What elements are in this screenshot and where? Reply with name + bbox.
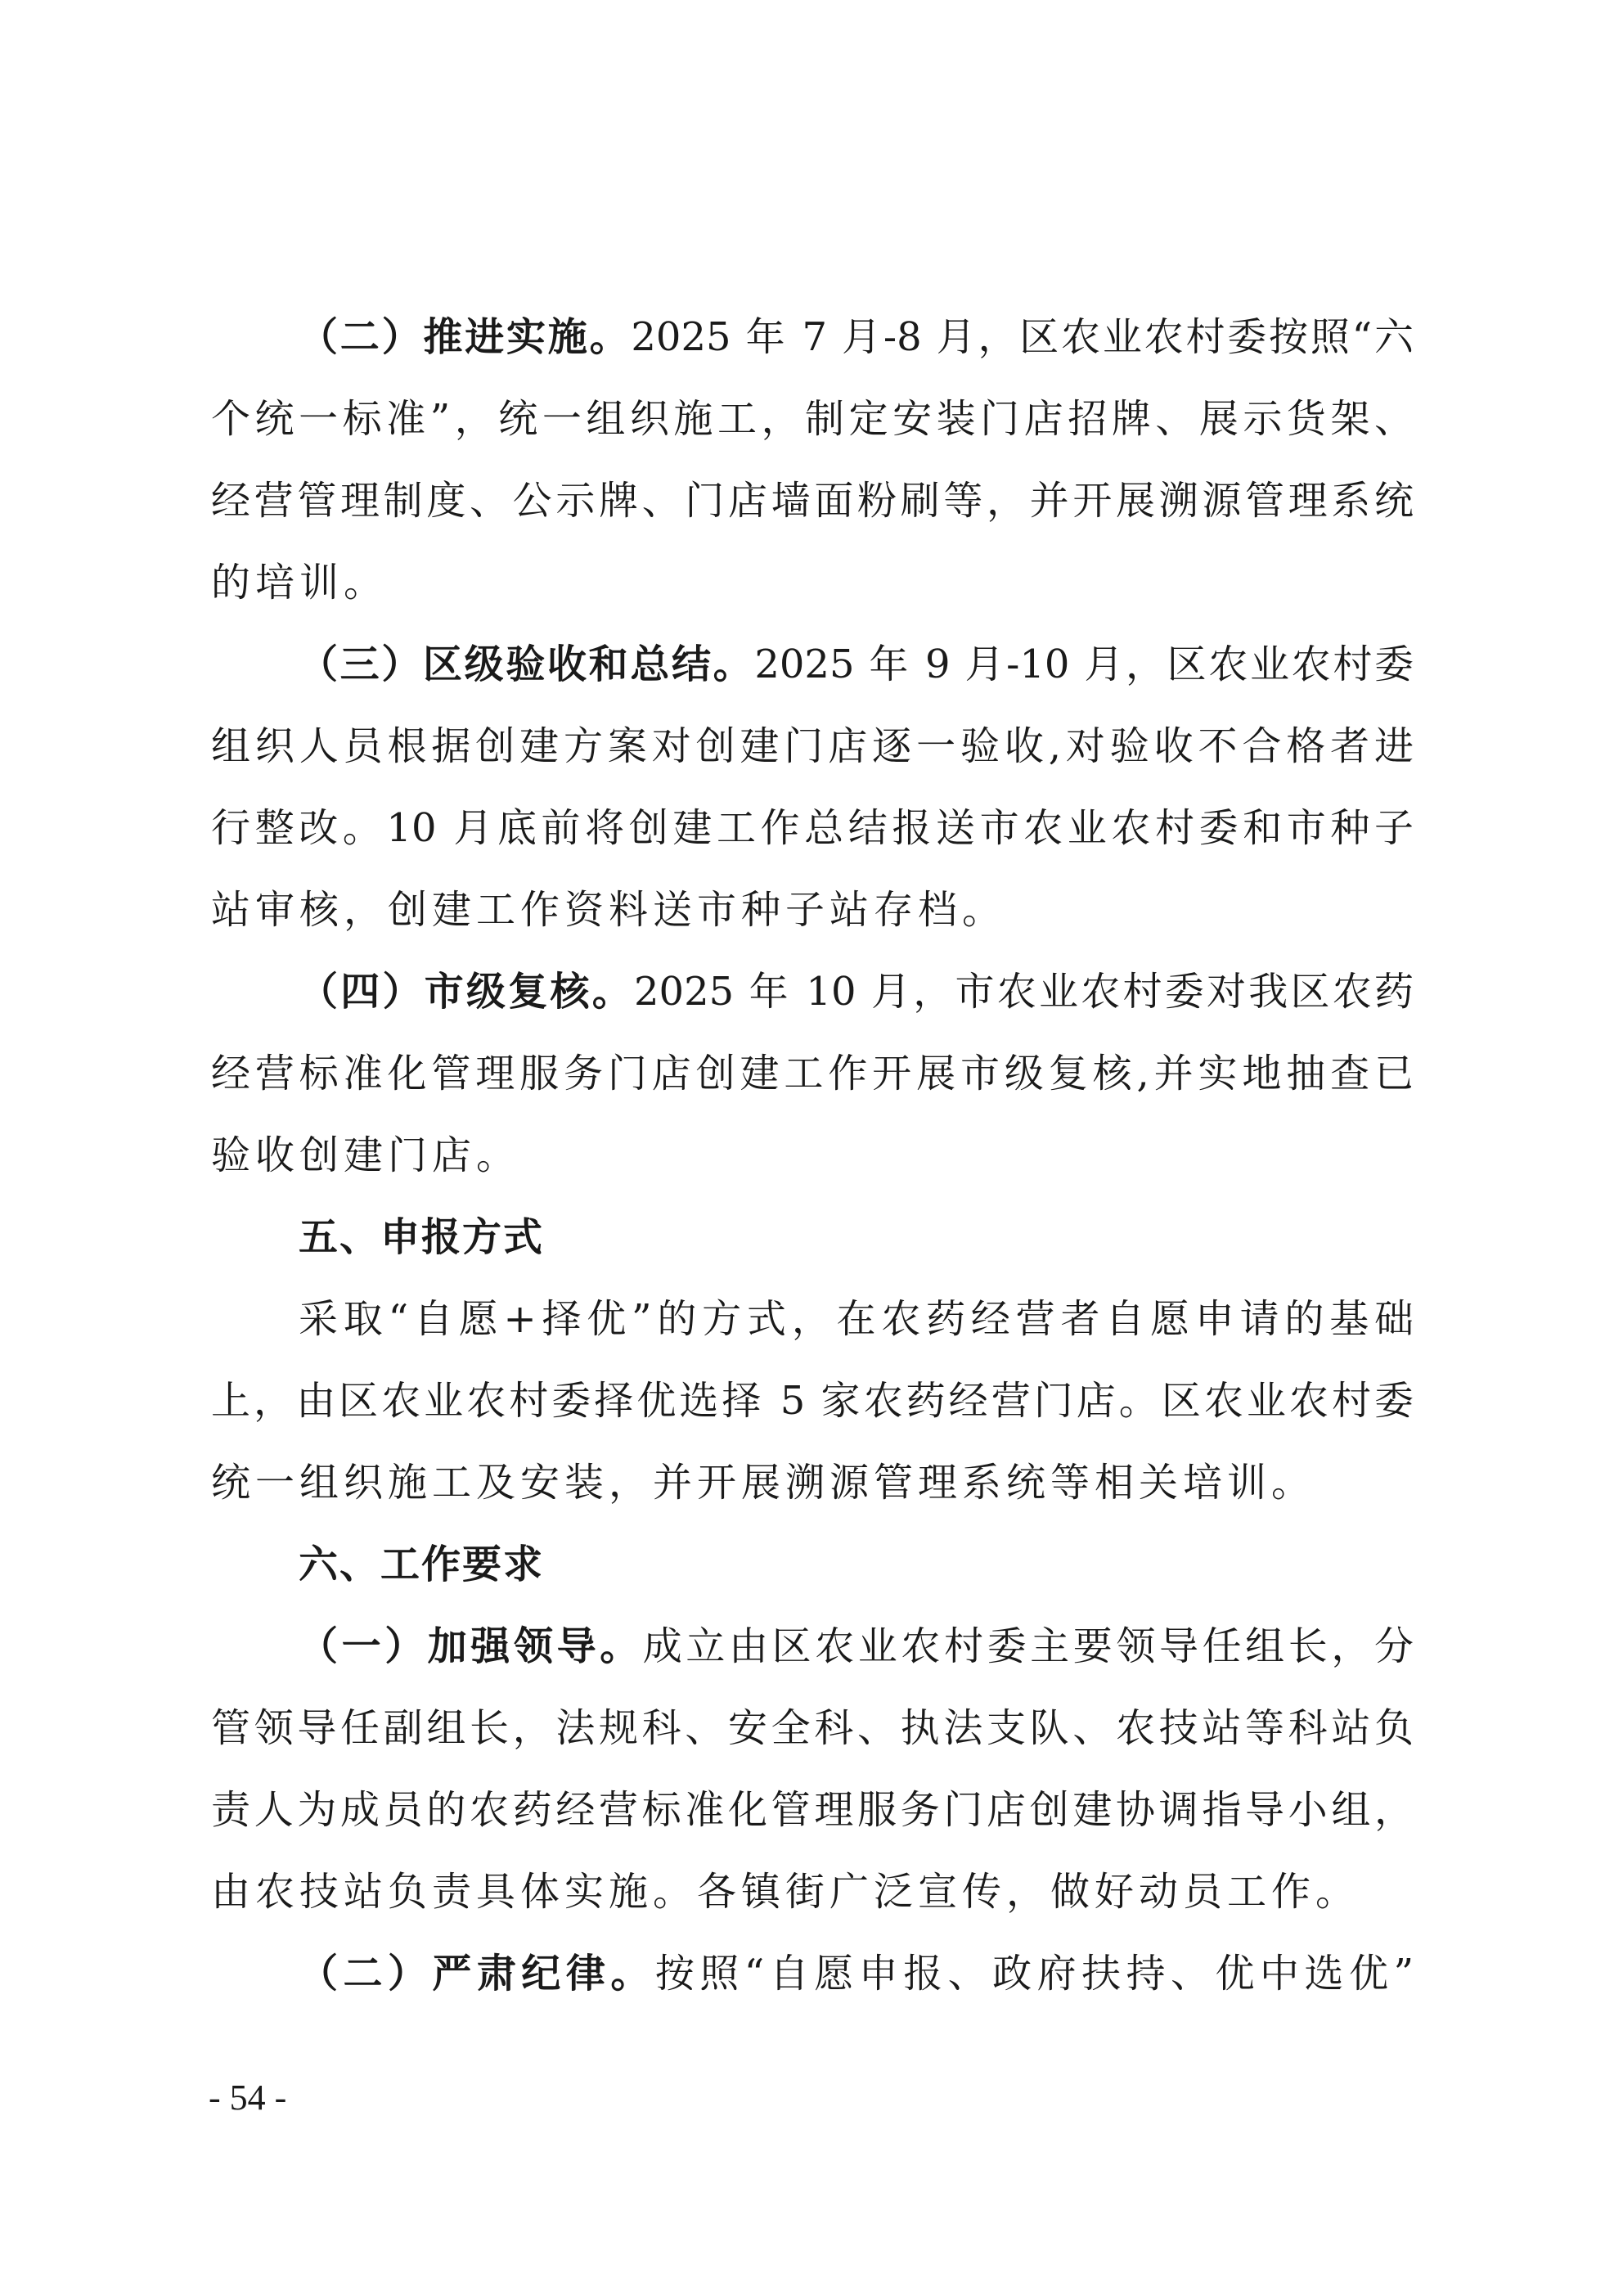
paragraph-line: 经营管理制度、公示牌、门店墙面粉刷等，并开展溯源管理系统	[211, 478, 1414, 524]
subsection-lead: （二）严肃纪律。	[299, 1951, 655, 1997]
paragraph-line: 统一组织施工及安装，并开展溯源管理系统等相关培训。	[211, 1460, 1316, 1506]
paragraph-line: 采取“自愿+择优”的方式，在农药经营者自愿申请的基础	[299, 1296, 1414, 1342]
paragraph-line: 由农技站负责具体实施。各镇街广泛宣传，做好动员工作。	[211, 1869, 1360, 1915]
subsection-lead: （二）推进实施。	[299, 314, 632, 360]
paragraph-line: 上，由区农业农村委择优选择 5 家农药经营门店。区农业农村委	[211, 1378, 1414, 1424]
paragraph-text: 按照“自愿申报、政府扶持、优中选优”	[654, 1951, 1414, 1997]
subsection-lead: （一）加强领导。	[299, 1623, 643, 1669]
paragraph-line	[211, 624, 1414, 705]
paragraph-line	[211, 1933, 1414, 2015]
paragraph-line: 责人为成员的农药经营标准化管理服务门店创建协调指导小组，	[211, 1787, 1414, 1833]
document-body	[211, 296, 1414, 2015]
subsection-lead: （四）市级复核。	[299, 969, 634, 1015]
subsection-lead: （三）区级验收和总结。	[299, 642, 755, 687]
paragraph-line: 验收创建门店。	[211, 1132, 521, 1178]
paragraph-line: 的培训。	[211, 560, 389, 606]
section-heading: 六、工作要求	[299, 1542, 545, 1587]
paragraph-text: 2025 年 10 月，市农业农村委对我区农药	[634, 969, 1414, 1015]
paragraph-line: 经营标准化管理服务门店创建工作开展市级复核,并实地抽查已	[211, 1051, 1414, 1096]
paragraph-line: 管领导任副组长，法规科、安全科、执法支队、农技站等科站负	[211, 1705, 1414, 1751]
paragraph-line	[211, 1605, 1414, 1687]
paragraph-text: 2025 年 7 月-8 月，区农业农村委按照“六	[631, 314, 1414, 360]
page-number: - 54 -	[209, 2078, 287, 2118]
section-heading: 五、申报方式	[299, 1214, 545, 1260]
paragraph-line: 站审核，创建工作资料送市种子站存档。	[211, 887, 1007, 933]
paragraph-line: 行整改。10 月底前将创建工作总结报送市农业农村委和市种子	[211, 805, 1414, 851]
paragraph-text: 成立由区农业农村委主要领导任组长，分	[642, 1623, 1414, 1669]
paragraph-text: 2025 年 9 月-10 月，区农业农村委	[754, 642, 1414, 687]
paragraph-line: 组织人员根据创建方案对创建门店逐一验收,对验收不合格者进	[211, 723, 1414, 769]
paragraph-line: 个统一标准”，统一组织施工，制定安装门店招牌、展示货架、	[211, 396, 1414, 442]
paragraph-line	[211, 951, 1414, 1033]
paragraph-line	[211, 296, 1414, 378]
